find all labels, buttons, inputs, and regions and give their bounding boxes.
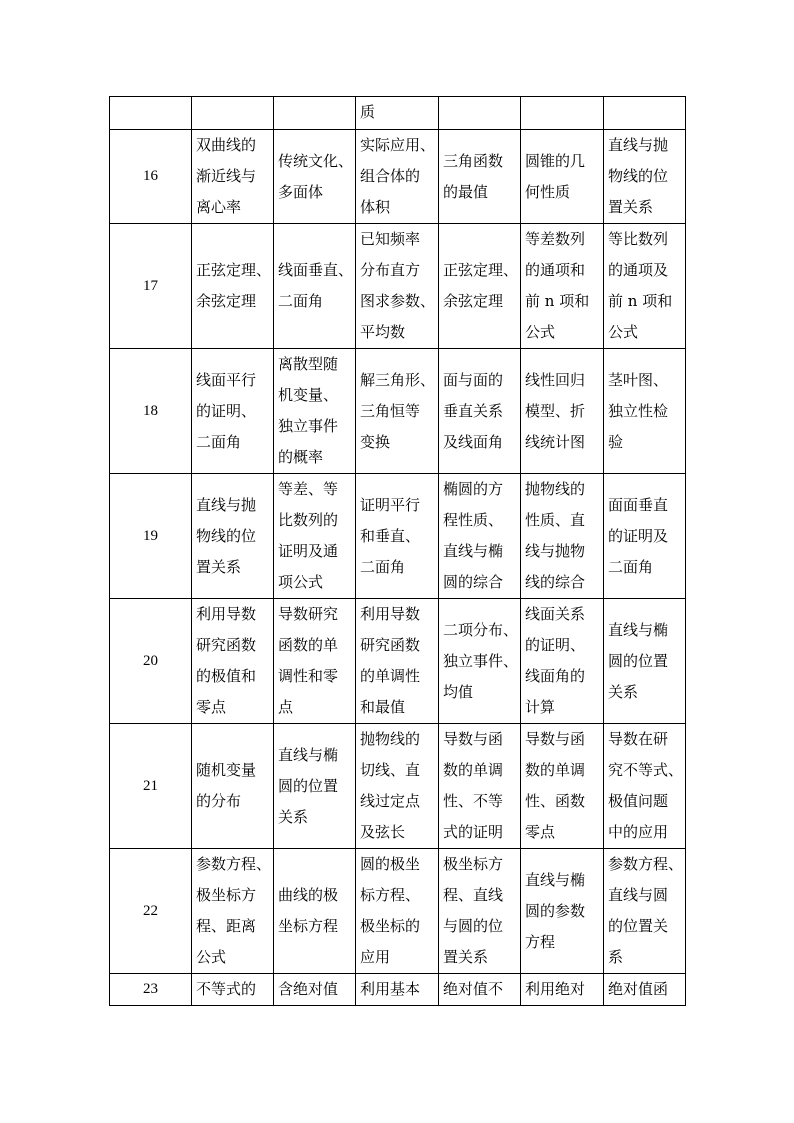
cell-text-line: 绝对值不 <box>443 980 504 998</box>
cell-text-line: 圆锥的几 <box>525 151 586 170</box>
topic-cell <box>521 724 604 849</box>
cell-text-line: 研究函数 <box>196 636 257 654</box>
topic-cell <box>604 130 686 224</box>
table-row <box>110 349 686 474</box>
cell-text-line: 线面垂直、 <box>278 261 354 279</box>
table-row <box>110 974 686 1006</box>
topic-cell <box>356 130 439 224</box>
row-number-cell: 18 <box>110 349 192 474</box>
cell-text-line: 线面角的 <box>525 667 586 685</box>
cell-text-line: 面面垂直 <box>608 495 669 514</box>
cell-text-line: 公式 <box>525 323 556 341</box>
table-body <box>110 97 686 1006</box>
topic-cell <box>439 849 521 974</box>
cell-text-line: 变换 <box>360 432 391 451</box>
topic-cell <box>274 724 356 849</box>
cell-text-line: 性、不等 <box>443 792 504 810</box>
topic-table <box>109 96 686 1006</box>
topic-cell <box>521 849 604 974</box>
cell-text-line: 数的单调 <box>443 761 504 779</box>
topic-cell <box>192 97 274 130</box>
topic-cell <box>274 474 356 599</box>
cell-text-line: 直线与椭 <box>278 745 339 764</box>
cell-text-line: 不等式的 <box>196 980 257 998</box>
topic-cell <box>356 974 439 1006</box>
cell-text-line: 标方程、 <box>360 886 421 904</box>
topic-cell <box>521 97 604 130</box>
topic-cell <box>274 349 356 474</box>
cell-text-line: 体积 <box>360 198 391 216</box>
topic-cell <box>439 224 521 349</box>
cell-text-line: 前 n 项和 <box>525 292 590 310</box>
topic-cell <box>439 974 521 1006</box>
cell-text-line: 置关系 <box>608 198 654 216</box>
topic-cell <box>604 724 686 849</box>
cell-text-line: 等差、等 <box>278 480 339 498</box>
cell-text-line: 圆的位置 <box>608 651 669 670</box>
cell-text-line: 与圆的位 <box>443 917 504 935</box>
cell-text-line: 应用 <box>360 948 391 966</box>
cell-text-line: 的证明、 <box>196 401 257 420</box>
topic-cell <box>192 849 274 974</box>
cell-text-line: 线与抛物 <box>525 542 586 560</box>
cell-text-line: 零点 <box>196 698 227 716</box>
topic-cell <box>604 849 686 974</box>
topic-cell <box>521 349 604 474</box>
cell-text-line: 方程 <box>525 932 556 951</box>
cell-text-line: 离散型随 <box>278 355 339 373</box>
cell-text-line: 物线的位 <box>608 167 669 185</box>
table-row <box>110 849 686 974</box>
topic-cell <box>192 599 274 724</box>
cell-text-line: 实际应用、 <box>360 136 436 154</box>
topic-cell <box>439 130 521 224</box>
cell-text-line: 独立事件、 <box>443 651 519 670</box>
topic-cell <box>521 130 604 224</box>
cell-text-line: 验 <box>608 432 624 451</box>
cell-text-line: 直线与抛 <box>608 136 669 154</box>
cell-text-line: 置关系 <box>443 948 489 966</box>
topic-cell <box>604 599 686 724</box>
cell-text-line: 直线与圆 <box>608 886 669 904</box>
cell-text-line: 切线、直 <box>360 761 421 779</box>
row-number-cell: 21 <box>110 724 192 849</box>
cell-text-line: 余弦定理 <box>196 292 257 310</box>
cell-text-line: 正弦定理、 <box>196 261 272 279</box>
topic-cell <box>356 724 439 849</box>
cell-text-line: 公式 <box>196 948 227 966</box>
cell-text-line: 的通项及 <box>608 261 669 279</box>
cell-text-line: 系 <box>608 948 624 966</box>
cell-text-line: 极坐标方 <box>443 855 504 873</box>
cell-text-line: 程、距离 <box>196 917 257 935</box>
cell-text-line: 究不等式、 <box>608 761 684 779</box>
topic-cell <box>192 349 274 474</box>
cell-text-line: 线面关系 <box>525 605 586 623</box>
cell-text-line: 二面角 <box>196 432 242 451</box>
cell-text-line: 二面角 <box>360 557 406 576</box>
table-row <box>110 224 686 349</box>
cell-text-line: 程性质、 <box>443 511 504 529</box>
row-number-cell <box>110 97 192 130</box>
cell-text-line: 及线面角 <box>443 432 504 451</box>
cell-text-line: 调性和零 <box>278 667 339 685</box>
topic-cell <box>274 224 356 349</box>
cell-text-line: 圆的极坐 <box>360 855 421 873</box>
topic-cell <box>356 474 439 599</box>
cell-text-line: 直线与抛 <box>196 495 257 514</box>
topic-cell <box>274 599 356 724</box>
cell-text-line: 导数与函 <box>443 730 504 748</box>
topic-cell <box>439 474 521 599</box>
cell-text-line: 和最值 <box>360 698 406 716</box>
cell-text-line: 的最值 <box>443 182 489 201</box>
cell-text-line: 双曲线的 <box>196 136 257 154</box>
cell-text-line: 曲线的极 <box>278 886 339 904</box>
cell-text-line: 多面体 <box>278 182 324 201</box>
cell-text-line: 线的综合 <box>525 573 586 591</box>
cell-text-line: 质 <box>360 103 376 121</box>
cell-text-line: 关系 <box>608 682 639 701</box>
cell-text-line: 证明平行 <box>360 495 421 514</box>
cell-text-line: 椭圆的方 <box>443 480 504 498</box>
topic-cell <box>521 599 604 724</box>
cell-text-line: 的单调性 <box>360 667 421 685</box>
cell-text-line: 线面平行 <box>196 370 257 389</box>
row-number-cell: 22 <box>110 849 192 974</box>
cell-text-line: 直线与椭 <box>608 620 669 639</box>
cell-text-line: 极坐标方 <box>196 886 257 904</box>
cell-text-line: 茎叶图、 <box>608 370 669 389</box>
cell-text-line: 研究函数 <box>360 636 421 654</box>
cell-text-line: 圆的位置 <box>278 776 339 795</box>
topic-cell <box>604 97 686 130</box>
cell-text-line: 中的应用 <box>608 823 669 841</box>
cell-text-line: 的证明及 <box>608 526 669 545</box>
topic-cell <box>439 349 521 474</box>
topic-cell <box>356 599 439 724</box>
topic-cell <box>192 974 274 1006</box>
cell-text-line: 的极值和 <box>196 667 257 685</box>
topic-cell <box>274 974 356 1006</box>
cell-text-line: 坐标方程 <box>278 917 339 935</box>
cell-text-line: 垂直关系 <box>443 401 504 420</box>
cell-text-line: 余弦定理 <box>443 292 504 310</box>
topic-cell <box>604 349 686 474</box>
cell-text-line: 三角函数 <box>443 151 504 170</box>
row-number-cell: 23 <box>110 974 192 1006</box>
topic-cell <box>274 849 356 974</box>
cell-text-line: 二项分布、 <box>443 620 519 639</box>
table-row <box>110 97 686 130</box>
cell-text-line: 抛物线的 <box>525 480 586 498</box>
topic-cell <box>439 97 521 130</box>
cell-text-line: 的概率 <box>278 448 324 466</box>
cell-text-line: 性质、直 <box>525 511 586 529</box>
cell-text-line: 直线与椭 <box>443 542 504 560</box>
cell-text-line: 利用绝对 <box>525 980 586 998</box>
topic-cell <box>604 224 686 349</box>
cell-text-line: 证明及通 <box>278 542 339 560</box>
cell-text-line: 比数列的 <box>278 511 339 529</box>
cell-text-line: 和垂直、 <box>360 526 421 545</box>
cell-text-line: 前 n 项和 <box>608 292 673 310</box>
cell-text-line: 圆的参数 <box>525 901 586 920</box>
cell-text-line: 线统计图 <box>525 432 586 451</box>
cell-text-line: 利用导数 <box>196 605 257 623</box>
cell-text-line: 导数与函 <box>525 730 586 748</box>
cell-text-line: 独立事件 <box>278 417 339 435</box>
cell-text-line: 圆的综合 <box>443 573 504 591</box>
topic-cell <box>274 130 356 224</box>
cell-text-line: 的证明、 <box>525 636 586 654</box>
cell-text-line: 线性回归 <box>525 370 586 389</box>
cell-text-line: 数的单调 <box>525 761 586 779</box>
cell-text-line: 图求参数、 <box>360 292 436 310</box>
topic-cell <box>356 849 439 974</box>
cell-text-line: 函数的单 <box>278 636 339 654</box>
topic-cell <box>521 974 604 1006</box>
cell-text-line: 参数方程、 <box>196 855 272 873</box>
cell-text-line: 传统文化、 <box>278 151 354 170</box>
row-number-cell: 16 <box>110 130 192 224</box>
cell-text-line: 项公式 <box>278 573 324 591</box>
cell-text-line: 式的证明 <box>443 823 504 841</box>
topic-cell <box>604 974 686 1006</box>
cell-text-line: 的通项和 <box>525 261 586 279</box>
table-row <box>110 724 686 849</box>
cell-text-line: 及弦长 <box>360 823 406 841</box>
cell-text-line: 极坐标的 <box>360 917 421 935</box>
cell-text-line: 零点 <box>525 823 556 841</box>
topic-cell <box>192 724 274 849</box>
cell-text-line: 渐近线与 <box>196 167 257 185</box>
cell-text-line: 等差数列 <box>525 230 586 248</box>
topic-cell <box>521 474 604 599</box>
topic-cell <box>356 224 439 349</box>
cell-text-line: 的分布 <box>196 792 242 810</box>
cell-text-line: 的位置关 <box>608 917 669 935</box>
cell-text-line: 关系 <box>278 807 309 826</box>
cell-text-line: 正弦定理、 <box>443 261 519 279</box>
cell-text-line: 机变量、 <box>278 386 339 404</box>
cell-text-line: 含绝对值 <box>278 980 339 998</box>
topic-cell <box>274 97 356 130</box>
cell-text-line: 程、直线 <box>443 886 504 904</box>
cell-text-line: 二面角 <box>278 292 324 310</box>
cell-text-line: 直线与椭 <box>525 870 586 889</box>
cell-text-line: 物线的位 <box>196 526 257 545</box>
cell-text-line: 点 <box>278 698 294 716</box>
cell-text-line: 计算 <box>525 698 556 716</box>
cell-text-line: 等比数列 <box>608 230 669 248</box>
row-number-cell: 17 <box>110 224 192 349</box>
topic-cell <box>439 724 521 849</box>
cell-text-line: 抛物线的 <box>360 730 421 748</box>
cell-text-line: 解三角形、 <box>360 370 436 389</box>
cell-text-line: 二面角 <box>608 557 654 576</box>
cell-text-line: 导数研究 <box>278 605 339 623</box>
row-number-cell: 20 <box>110 599 192 724</box>
cell-text-line: 导数在研 <box>608 730 669 748</box>
cell-text-line: 平均数 <box>360 323 406 341</box>
cell-text-line: 参数方程、 <box>608 855 684 873</box>
cell-text-line: 三角恒等 <box>360 401 421 420</box>
topic-cell <box>604 474 686 599</box>
cell-text-line: 独立性检 <box>608 401 669 420</box>
topic-cell <box>192 130 274 224</box>
topic-cell <box>439 599 521 724</box>
cell-text-line: 利用导数 <box>360 605 421 623</box>
cell-text-line: 性、函数 <box>525 792 586 810</box>
topic-cell <box>356 97 439 130</box>
row-number-cell: 19 <box>110 474 192 599</box>
cell-text-line: 面与面的 <box>443 370 504 389</box>
cell-text-line: 极值问题 <box>608 792 669 810</box>
cell-text-line: 均值 <box>443 682 474 701</box>
cell-text-line: 公式 <box>608 323 639 341</box>
cell-text-line: 已知频率 <box>360 230 421 248</box>
cell-text-line: 组合体的 <box>360 167 421 185</box>
cell-text-line: 线过定点 <box>360 792 421 810</box>
cell-text-line: 利用基本 <box>360 980 421 998</box>
cell-text-line: 模型、折 <box>525 401 586 420</box>
cell-text-line: 分布直方 <box>360 261 421 279</box>
topic-cell <box>192 224 274 349</box>
cell-text-line: 置关系 <box>196 557 242 576</box>
topic-cell <box>521 224 604 349</box>
cell-text-line: 随机变量 <box>196 761 257 779</box>
table-row <box>110 474 686 599</box>
table-row <box>110 130 686 224</box>
cell-text-line: 绝对值函 <box>608 980 669 998</box>
topic-cell <box>356 349 439 474</box>
cell-text-line: 何性质 <box>525 182 571 201</box>
cell-text-line: 离心率 <box>196 198 242 216</box>
topic-cell <box>192 474 274 599</box>
table-row <box>110 599 686 724</box>
